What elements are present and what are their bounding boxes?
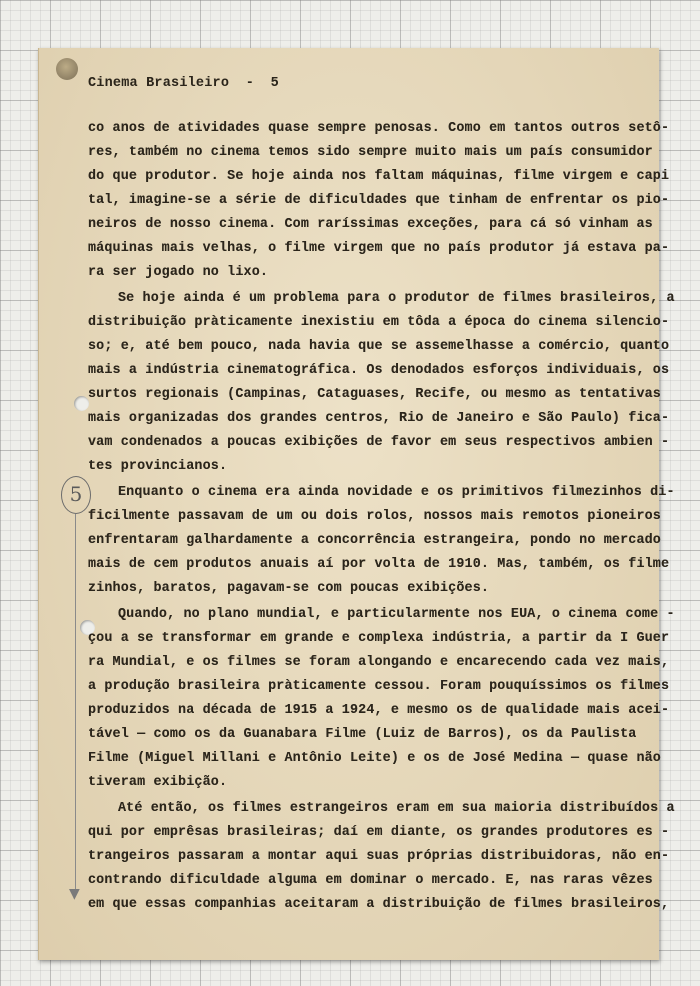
text-line: zinhos, baratos, pagavam-se com poucas exibições. — [88, 581, 490, 596]
text-line: distribuição pràticamente inexistiu em tôda a época do cinema silencio- — [88, 315, 670, 330]
text-line: em que essas companhias aceitaram a distribuição de filmes brasileiros, — [88, 897, 670, 912]
text-line: tal, imagine-se a série de dificuldades que tinham de enfrentar os pio- — [88, 193, 670, 208]
text-line: produzidos na década de 1915 a 1924, e mesmo os de qualidade mais acei- — [88, 703, 670, 718]
text-line: so; e, até bem pouco, nada havia que se assemelhasse a comércio, quanto — [88, 339, 670, 354]
text-line: res, também no cinema temos sido sempre muito mais um país consumidor — [88, 145, 653, 160]
punch-hole — [74, 396, 89, 411]
text-line: tiveram exibição. — [88, 775, 228, 790]
text-line: tável — como os da Guanabara Filme (Luiz de Barros), os da Paulista — [88, 727, 637, 742]
text-line: a produção brasileira pràticamente cessou. Foram pouquíssimos os filmes — [88, 679, 670, 694]
header-page-number: 5 — [270, 76, 279, 91]
text-line: ra Mundial, e os filmes se foram alongando e encarecendo cada vez mais, — [88, 655, 670, 670]
text-line: mais a indústria cinematográfica. Os denodados esforços individuais, os — [88, 363, 670, 378]
header-separator: - — [245, 76, 255, 91]
page-header — [88, 76, 279, 91]
text-line: ra ser jogado no lixo. — [88, 265, 269, 280]
text-line: Quando, no plano mundial, e particularmente nos EUA, o cinema come - — [118, 607, 675, 622]
text-line: máquinas mais velhas, o filme virgem que no país produtor já estava pa- — [88, 241, 670, 256]
text-line: qui por emprêsas brasileiras; daí em diante, os grandes produtores es - — [88, 825, 670, 840]
text-line: Até então, os filmes estrangeiros eram em sua maioria distribuídos a — [118, 801, 675, 816]
text-line: çou a se transformar em grande e complexa indústria, a partir da I Guer — [88, 631, 670, 646]
text-line: enfrentaram galhardamente a concorrência estrangeira, pondo no mercado — [88, 533, 661, 548]
text-line: contrando dificuldade alguma em dominar o mercado. E, nas raras vêzes — [88, 873, 653, 888]
text-line: trangeiros passaram a montar aqui suas próprias distribuidoras, não en- — [88, 849, 670, 864]
paper-clip-mark — [56, 58, 78, 80]
text-line: ficilmente passavam de um ou dois rolos, nossos mais remotos pioneiros — [88, 509, 661, 524]
text-line: mais organizadas dos grandes centros, Rio de Janeiro e São Paulo) fica- — [88, 411, 670, 426]
header-title: Cinema Brasileiro — [88, 76, 230, 91]
text-line: mais de cem produtos anuais aí por volta de 1910. Mas, também, os filme — [88, 557, 670, 572]
margin-pencil-line — [75, 514, 76, 894]
text-line: tes provincianos. — [88, 459, 228, 474]
text-line: Filme (Miguel Millani e Antônio Leite) e os de José Medina — quase não — [88, 751, 661, 766]
text-line: neiros de nosso cinema. Com raríssimas exceções, para cá só vinham as — [88, 217, 653, 232]
text-line: Se hoje ainda é um problema para o produtor de filmes brasileiros, a — [118, 291, 675, 306]
text-line: do que produtor. Se hoje ainda nos faltam máquinas, filme virgem e capi — [88, 169, 670, 184]
margin-page-number: 5 — [61, 476, 91, 514]
text-line: co anos de atividades quase sempre penosas. Como em tantos outros setô- — [88, 121, 670, 136]
text-line: surtos regionais (Campinas, Cataguases, Recife, ou mesmo as tentativas — [88, 387, 661, 402]
text-line: vam condenados a poucas exibições de favor em seus respectivos ambien - — [88, 435, 670, 450]
down-arrow-icon: ▼ — [69, 886, 80, 902]
text-line: Enquanto o cinema era ainda novidade e os primitivos filmezinhos di- — [118, 485, 675, 500]
